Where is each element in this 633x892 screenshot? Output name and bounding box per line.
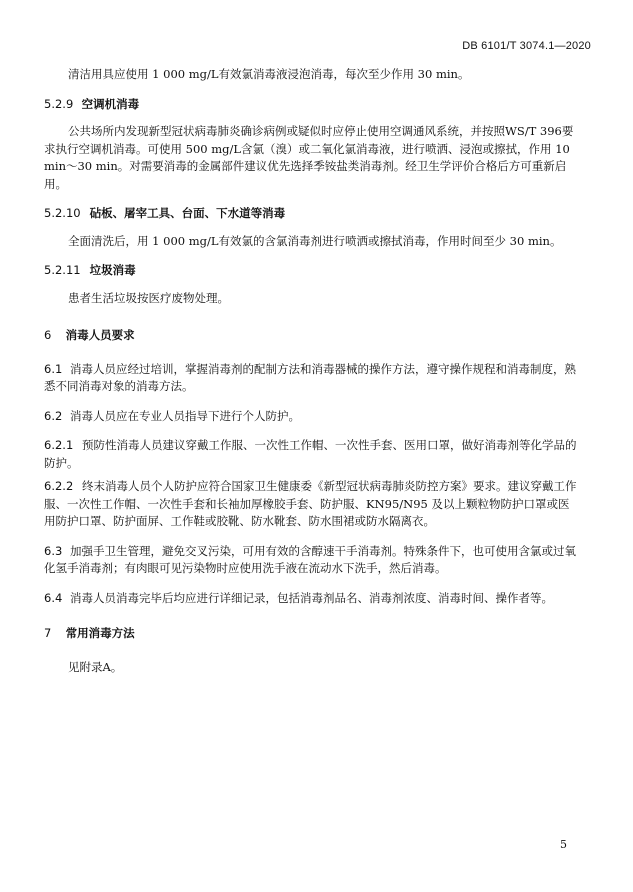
clause-6-2-2: [44, 478, 579, 531]
section-number: 5.2.9: [44, 96, 74, 111]
clause-6-3: [44, 543, 579, 578]
clause-text: 消毒人员应经过培训，掌握消毒剂的配制方法和消毒器械的操作方法，遵守操作规程和消毒制度，熟悉不同消毒对象的消毒方法。: [44, 361, 576, 393]
paragraph-appendix-reference: 见附录A。: [68, 659, 123, 674]
clause-number: 6.2: [44, 408, 63, 423]
document-body: [44, 66, 579, 676]
clause-number: 6.4: [44, 590, 63, 605]
paragraph-cutting-board: 全面清洗后，用 1 000 mg/L有效氯的含氯消毒剂进行喷洒或擦拭消毒，作用时间至少 30 min。: [68, 233, 562, 248]
clause-text: 消毒人员应在专业人员指导下进行个人防护。: [70, 408, 300, 423]
clause-6-2: [44, 408, 579, 426]
clause-text: 终末消毒人员个人防护应符合国家卫生健康委《新型冠状病毒肺炎防控方案》要求。建议穿戴工作服、一次性工作帽、一次性手套和长袖加厚橡胶手套、防护服、KN95/N95 及以上颗粒物防护口罩或医用防护口罩、防护面屏、工作鞋或胶靴、防水靴套、防水围裙或防水隔离衣。: [44, 479, 577, 528]
clause-6-4: [44, 590, 579, 608]
section-number: 5.2.10: [44, 206, 81, 220]
paragraph-garbage: 患者生活垃圾按医疗废物处理。: [68, 290, 229, 305]
page-number: 5: [560, 838, 567, 851]
clause-number: 6.3: [44, 543, 63, 558]
section-number: 5.2.11: [44, 263, 81, 277]
section-5-2-9-heading: [44, 96, 579, 114]
section-5-2-11-heading: [44, 262, 579, 280]
section-7-heading: [44, 625, 579, 643]
section-5-2-10-heading: [44, 205, 579, 223]
section-title: 砧板、屠宰工具、台面、下水道等消毒: [89, 206, 286, 220]
clause-number: 6.2.1: [44, 438, 74, 452]
clause-text: 预防性消毒人员建议穿戴工作服、一次性工作帽、一次性手套、医用口罩，做好消毒剂等化学品的防护。: [44, 438, 577, 470]
paragraph-air-conditioner: 公共场所内发现新型冠状病毒肺炎确诊病例或疑似时应停止使用空调通风系统，并按照WS/T 396要求执行空调机消毒。可使用 500 mg/L含氯（溴）或二氧化氯消毒液，进行喷洒、浸泡或擦拭，作用 10 min～30 min。对需要消毒的金属部件建议优先选择季铵盐类消毒剂。经卫生学评价合格后方可重新启用。: [44, 124, 574, 191]
clause-6-1: [44, 361, 579, 396]
section-6-heading: [44, 327, 579, 345]
clause-text: 加强手卫生管理，避免交叉污染，可用有效的含醇速干手消毒剂。特殊条件下，也可使用含氯或过氧化氢手消毒剂；有肉眼可见污染物时应使用洗手液在流动水下洗手，然后消毒。: [44, 543, 576, 575]
section-title: 消毒人员要求: [65, 328, 135, 342]
clause-6-2-1: [44, 437, 579, 472]
paragraph-clean-tools: 清洁用具应使用 1 000 mg/L有效氯消毒液浸泡消毒，每次至少作用 30 min。: [68, 67, 470, 81]
section-title: 常用消毒方法: [65, 626, 135, 640]
document-id-header: DB 6101/T 3074.1—2020: [462, 40, 591, 52]
clause-number: 6.1: [44, 361, 63, 376]
section-title: 空调机消毒: [81, 96, 140, 111]
section-number: 7: [44, 626, 52, 640]
section-title: 垃圾消毒: [89, 263, 136, 277]
clause-number: 6.2.2: [44, 479, 74, 493]
section-number: 6: [44, 328, 52, 342]
clause-text: 消毒人员消毒完毕后均应进行详细记录，包括消毒剂品名、消毒剂浓度、消毒时间、操作者等。: [70, 590, 553, 605]
